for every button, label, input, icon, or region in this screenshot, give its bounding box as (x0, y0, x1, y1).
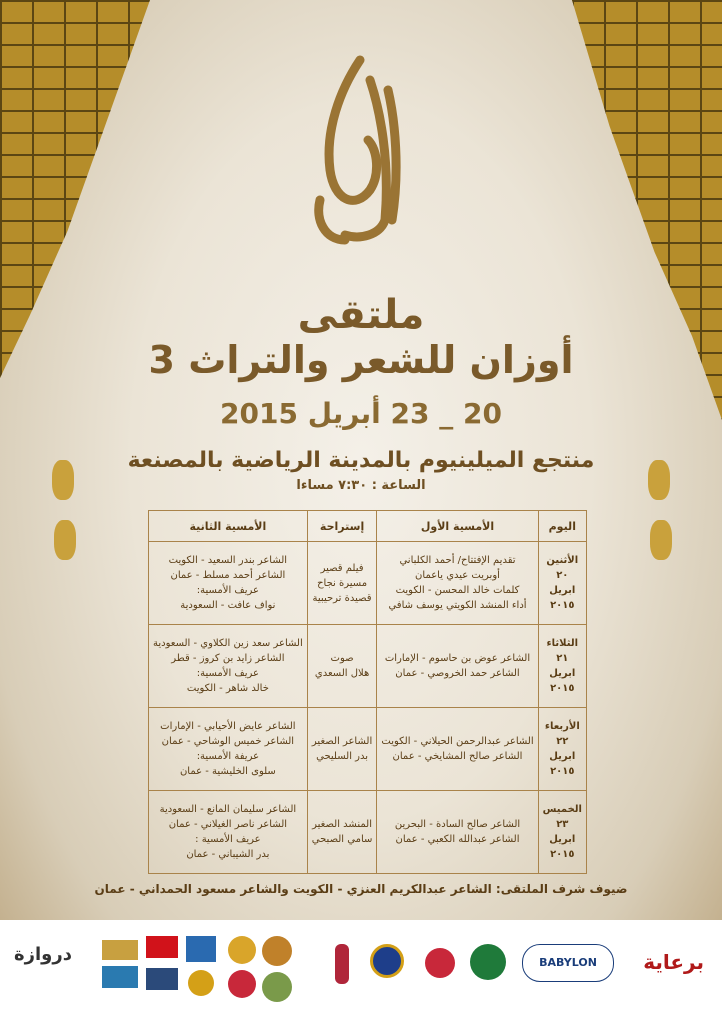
schedule-line: ابريل (549, 751, 576, 762)
sponsor-logo (186, 936, 216, 962)
schedule-line: عريف الأمسية: (196, 668, 260, 679)
schedule-cell-rest (307, 791, 377, 874)
event-label: ملتقى (297, 292, 425, 338)
sponsor-logo (102, 940, 138, 960)
schedule-cell-first (377, 708, 538, 791)
schedule-line: الشاعر حمد الخروصي - عمان (395, 668, 520, 679)
schedule-line: الشاعر أحمد مسلط - عمان (170, 570, 286, 581)
schedule-cell-first (377, 625, 538, 708)
schedule-line: الشاعر خميس الوشاحي - عمان (161, 736, 295, 747)
schedule-cell-first (377, 542, 538, 625)
schedule-line: ٢٠١٥ (550, 849, 575, 860)
schedule-line: كلمات خالد المحسن - الكويت (395, 585, 520, 596)
schedule-line: الشاعر صالح المشايخي - عمان (392, 751, 523, 762)
awzan-logo (300, 50, 410, 250)
schedule-line: سامي الصبحي (311, 834, 373, 845)
schedule-line: ٢٠١٥ (550, 600, 575, 611)
schedule-line: الشاعر عبدالله الكعبي - عمان (395, 834, 520, 845)
schedule-line: تقديم الإفتتاح/ أحمد الكلباني (399, 555, 516, 566)
schedule-row (149, 625, 587, 708)
schedule-line: الشاعر ناصر الغيلاني - عمان (168, 819, 288, 830)
event-date: 20 _ 23 أبريل 2015 (220, 397, 502, 430)
sponsor-logo (146, 968, 178, 990)
schedule-line: الشاعر الصغير (311, 736, 373, 747)
schedule-table (148, 510, 587, 874)
header-day: اليوم (538, 511, 586, 542)
schedule-cell-second (149, 791, 308, 874)
schedule-row (149, 708, 587, 791)
schedule-row (149, 542, 587, 625)
schedule-line: الشاعر عايض الأحيابي - الإمارات (160, 721, 296, 732)
sponsor-label: برعاية (643, 950, 704, 974)
decor-blob (650, 520, 672, 560)
schedule-line: قصيدة ترحيبية (312, 592, 372, 604)
sponsor-logo (102, 966, 138, 988)
event-venue: منتجع الميلينيوم بالمدينة الرياضية بالمصنعة (127, 448, 595, 473)
event-title: أوزان للشعر والتراث 3 (148, 338, 574, 382)
schedule-line: ٢٠١٥ (550, 683, 575, 694)
schedule-line: الشاعر عوض بن حاسوم - الإمارات (384, 653, 531, 664)
sponsor-logo (228, 936, 256, 964)
schedule-line: صوت (330, 653, 354, 664)
schedule-line: بدر الشيباني - عمان (186, 849, 270, 860)
schedule-line: الثلاثاء (546, 638, 579, 649)
schedule-cell-second (149, 708, 308, 791)
sponsor-logo (262, 936, 292, 966)
schedule-line: الشاعر بندر السعيد - الكويت (168, 555, 288, 566)
schedule-line: المنشد الصغير (312, 819, 372, 830)
babylon-logo: BABYLON (522, 944, 614, 982)
header-break: إستراحة (307, 511, 377, 542)
header-second-evening: الأمسية الثانية (149, 511, 308, 542)
schedule-header-row (149, 511, 587, 542)
sponsor-logo (335, 944, 349, 984)
schedule-line: خالد شاهر - الكويت (186, 683, 269, 694)
sponsor-logo (188, 970, 214, 996)
schedule-line: سلوى الخليشية - عمان (179, 766, 276, 777)
sponsor-logo (470, 944, 506, 980)
schedule-line: الخميس (542, 804, 582, 815)
sponsor-logo (425, 948, 455, 978)
schedule-cell-second (149, 625, 308, 708)
schedule-line: الأثنين (546, 555, 579, 566)
schedule-line: الشاعر عبدالرحمن الحيلاني - الكويت (381, 736, 534, 747)
event-time: الساعة : ٧:٣٠ مساءا (296, 478, 426, 493)
schedule-line: الشاعر سليمان المانع - السعودية (159, 804, 297, 815)
schedule-line: عريفة الأمسية: (196, 751, 260, 762)
schedule-line: عريف الأمسية: (196, 585, 260, 596)
schedule-line: ٢٣ (556, 819, 569, 830)
dawaza-logo: دروازة (14, 944, 72, 965)
schedule-line: ابريل (549, 585, 576, 596)
schedule-line: عريف الأمسية : (195, 834, 261, 845)
schedule-line: ٢١ (556, 653, 569, 664)
schedule-cell-second (149, 542, 308, 625)
sponsor-logo (262, 972, 292, 1002)
schedule-line: نواف عافت - السعودية (180, 600, 276, 611)
header-first-evening: الأمسية الأول (377, 511, 538, 542)
schedule-line: أوبريت عيدي ياعمان (415, 570, 500, 581)
schedule-cell-day (538, 791, 586, 874)
schedule-cell-rest (307, 625, 377, 708)
schedule-cell-first (377, 791, 538, 874)
schedule-line: الشاعر صالح السادة - البحرين (394, 819, 521, 830)
honor-guests: ضيوف شرف الملتقى: الشاعر عبدالكريم العنزي - الكويت والشاعر مسعود الحمداني - عمان (94, 882, 628, 896)
schedule-line: الأربعاء (544, 721, 580, 732)
schedule-line: بدر السليحي (316, 751, 369, 762)
schedule-line: ابريل (549, 668, 576, 679)
schedule-line: ابريل (549, 834, 576, 845)
schedule-line: ٢٢ (556, 736, 569, 747)
schedule-line: ٢٠١٥ (550, 766, 575, 777)
schedule-cell-day (538, 708, 586, 791)
schedule-cell-rest (307, 708, 377, 791)
schedule-cell-day (538, 542, 586, 625)
schedule-line: الشاعر زايد بن كروز - قطر (171, 653, 285, 664)
schedule-row (149, 791, 587, 874)
schedule-line: الشاعر سعد زين الكلاوي - السعودية (153, 638, 303, 649)
schedule-line: أداء المنشد الكويتي يوسف شافي (388, 600, 527, 611)
sponsor-logo (146, 936, 178, 958)
decor-blob (54, 520, 76, 560)
schedule-line: فيلم قصير (320, 562, 364, 574)
sponsor-logo (228, 970, 256, 998)
schedule-cell-rest (307, 542, 377, 625)
sponsor-logo (370, 944, 404, 978)
schedule-line: مسيرة نجاح (317, 577, 368, 589)
schedule-cell-day (538, 625, 586, 708)
schedule-line: هلال السعدي (314, 668, 370, 679)
schedule-line: ٢٠ (556, 570, 569, 581)
